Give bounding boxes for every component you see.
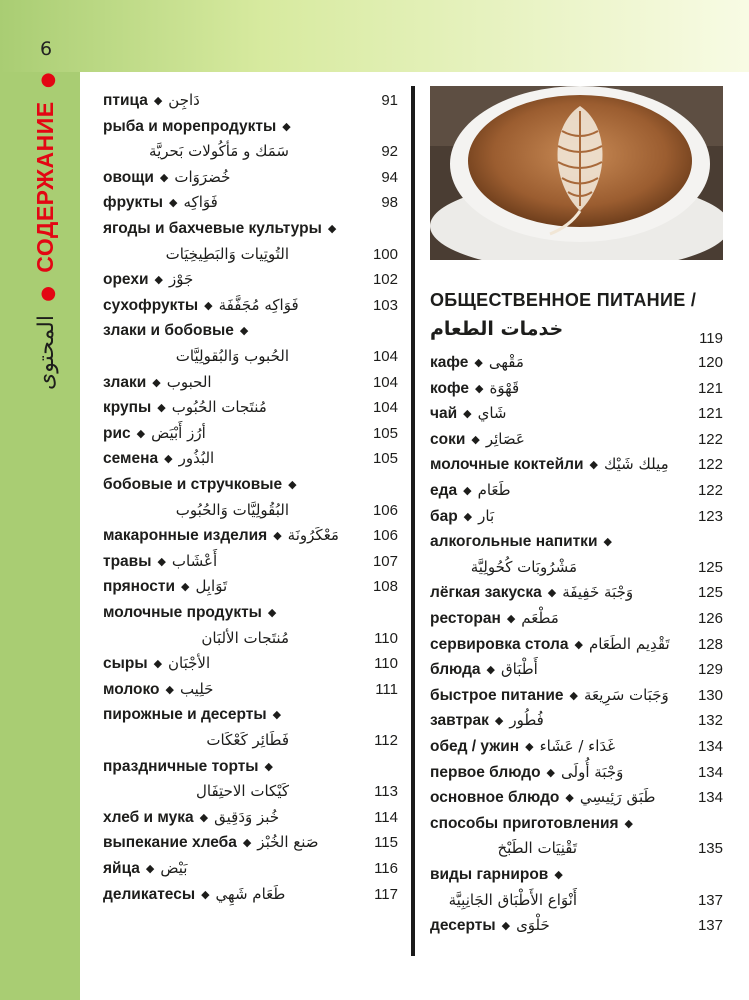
entry-arabic: مَطْعَم [521,609,559,627]
diamond-icon: ◆ [273,529,282,543]
page-number: 6 [40,38,53,60]
entry-russian: макаронные изделия [103,527,268,545]
diamond-icon: ◆ [145,862,155,875]
entry-arabic: فَطَائِر كَعْكَات [206,731,289,749]
entry-arabic: فَوَاكِه مُجَفَّفَة [218,295,299,314]
page-ref: 134 [697,738,723,755]
section-title: ОБЩЕСТВЕННОЕ ПИТАНИЕ / [430,290,697,310]
page-ref: 119 [699,330,723,347]
entry-text [430,452,669,477]
entry-text [430,350,524,375]
entry-russian: сухофрукты [103,296,199,314]
entry-russian: праздничные торты [103,757,259,775]
entry-text [430,401,507,426]
entry-arabic: طَعَام [477,481,511,499]
entry-arabic: سَمَك و مَأكُولات بَحريَّة [149,142,289,161]
contents-title-arabic: المحتوى [34,315,59,390]
top-banner [0,0,749,72]
diamond-icon: ◆ [501,919,511,933]
entry-arabic: مَعْكَرُونَة [287,526,339,545]
page-ref: 105 [372,450,398,468]
toc-entry [0,267,749,292]
entry-russian: сыры [103,655,148,673]
toc-entry [0,757,749,785]
diamond-icon: ◆ [565,791,574,805]
toc-entry [0,452,749,477]
page-ref: 123 [697,507,723,525]
toc-entry [0,350,749,375]
page-ref: 113 [374,783,398,801]
entry-arabic: أَنْوَاع الأَطْبَاق الجَانِبِيَّة [448,890,577,909]
page-ref: 137 [697,917,723,935]
bullet-icon: ● [37,72,58,89]
entry-text [430,657,538,682]
page-ref: 102 [372,271,398,289]
toc-entry [0,862,749,887]
entry-arabic: صَنع الخُبْز [257,833,319,852]
entry-arabic: أَعْشَاب [171,551,218,570]
entry-arabic: بَار [478,506,495,525]
entry-russian: быстрое питание [430,686,564,704]
entry-russian: первое блюдо [430,763,541,781]
entry-arabic: وَجْبَة أُولَى [561,762,624,781]
entry-arabic: فُطُور [509,711,544,730]
toc-entry [0,836,749,861]
page-ref: 106 [372,501,398,519]
page-ref: 116 [374,860,398,877]
entry-arabic: بَيْض [160,859,188,877]
entry-russian: молочные коктейли [430,456,584,474]
page-ref: 135 [697,840,723,858]
diamond-icon: ◆ [272,708,282,722]
diamond-icon: ◆ [201,887,210,901]
entry-text [430,478,511,503]
entry-text [430,632,670,657]
entry-russian: бар [430,507,458,525]
entry-text [430,760,623,785]
entry-arabic: الحبوب [166,372,212,391]
entry-russian: овощи [103,168,154,186]
entry-arabic: دَاجِن [168,91,200,109]
toc-entry [0,478,749,503]
entry-text [430,606,559,631]
diamond-icon: ◆ [157,554,166,568]
entry-arabic: خُضرَوَات [174,167,231,186]
entry-russian: хлеб и мука [103,808,194,826]
entry-text [430,427,525,452]
diamond-icon: ◆ [157,401,166,415]
diamond-icon: ◆ [624,816,633,830]
page-ref: 130 [697,686,723,704]
diamond-icon: ◆ [494,714,504,728]
page-ref: 120 [697,354,723,371]
diamond-icon: ◆ [169,196,178,210]
page-ref: 100 [372,245,398,263]
diamond-icon: ◆ [154,273,163,287]
entry-russian: птица [103,92,148,109]
entry-text [430,708,544,733]
diamond-icon: ◆ [288,478,297,491]
entry-text [430,683,669,708]
entry-arabic: حَلْوَى [516,916,550,935]
entry-russian: злаки и бобовые [103,322,234,340]
diamond-icon: ◆ [603,535,612,549]
page-ref: 128 [697,635,723,653]
page-ref: 103 [372,296,398,314]
entry-arabic: وَجَبَات سَرِيعَة [583,685,669,704]
page-ref: 122 [697,456,723,474]
diamond-icon: ◆ [136,426,146,440]
entry-russian: яйца [103,860,140,877]
toc-entry [0,424,749,452]
entry-arabic: غَدَاء / عَشَاء [539,737,616,755]
page-ref: 108 [372,578,398,596]
entry-russian: травы [103,552,152,570]
page-ref: 104 [372,348,398,365]
diamond-icon: ◆ [569,688,578,702]
diamond-icon: ◆ [574,637,583,651]
diamond-icon: ◆ [475,381,484,395]
entry-arabic: أَطْبَاق [501,660,538,679]
entry-russian: виды гарниров [430,866,549,883]
toc-entry [0,373,749,401]
entry-russian: алкогольные напитки [430,533,598,551]
entry-text [430,862,569,887]
entry-russian: злаки [103,373,147,391]
entry-text [103,216,342,241]
toc-entry [0,504,749,529]
entry-russian: рис [103,424,131,442]
page-ref: 117 [374,885,398,903]
page-ref: 92 [381,143,398,161]
diamond-icon: ◆ [153,94,163,107]
toc-entry [0,401,749,426]
diamond-icon: ◆ [525,740,534,753]
bullet-icon: ● [37,286,58,302]
entry-arabic: شَاي [477,404,507,423]
entry-arabic: مَشْرُوبَات كُحُولِيَّة [470,557,577,576]
entry-russian: основное блюдо [430,789,560,807]
coffee-photo [430,86,723,260]
page-ref: 132 [697,712,723,730]
entry-russian: обед / ужин [430,738,520,755]
entry-russian: фрукты [103,194,164,212]
diamond-icon: ◆ [506,612,516,625]
entry-russian: ресторан [430,610,501,627]
entry-arabic: تَوَابِل [195,577,228,596]
diamond-icon: ◆ [546,765,556,779]
toc-entry [0,529,749,554]
entry-arabic: التُوتِيات وَالبَطِيخِيَات [165,244,289,263]
page-ref: 104 [372,399,398,417]
page-ref: 121 [697,405,723,423]
page-ref: 98 [381,194,398,212]
entry-arabic: طَبَق رَئِيسِي [579,788,656,807]
page-ref: 115 [374,834,398,852]
diamond-icon: ◆ [474,356,483,369]
toc-entry [0,808,749,836]
diamond-icon: ◆ [153,657,163,671]
entry-russian: кафе [430,354,469,371]
entry-russian: еда [430,482,458,499]
toc-entry [0,913,749,938]
diamond-icon: ◆ [471,432,480,446]
entry-text [430,376,519,401]
entry-russian: лёгкая закуска [430,584,542,602]
entry-russian: семена [103,450,159,468]
entry-russian: сервировка стола [430,635,569,653]
diamond-icon: ◆ [152,375,161,389]
diamond-icon: ◆ [463,407,472,421]
entry-arabic: أرُز أَبْيَض [151,423,206,442]
entry-arabic: الأجْبَان [168,654,211,673]
page-ref: 126 [697,610,723,627]
diamond-icon: ◆ [589,458,598,472]
diamond-icon: ◆ [164,452,173,466]
page-ref: 111 [375,680,398,698]
entry-arabic: كَيْكات الاحتِفَال [196,782,289,801]
page-ref: 106 [372,527,398,545]
entry-russian: выпекание хлеба [103,834,237,852]
entry-text [103,293,299,318]
entry-russian: пряности [103,578,176,596]
toc-entry [0,552,749,580]
diamond-icon: ◆ [159,170,169,184]
diamond-icon: ◆ [327,222,337,235]
page-ref: 110 [374,629,398,647]
entry-arabic: فَوَاكِه [183,193,218,212]
page-ref: 122 [697,482,723,499]
entry-russian: соки [430,430,466,448]
section-subtitle-arabic: خدمات الطعام [430,318,564,340]
entry-russian: молоко [103,680,160,698]
entry-arabic: عَصَائِر [485,429,525,448]
page-ref: 112 [374,732,398,749]
entry-text [103,267,193,292]
page-ref: 114 [374,808,398,826]
toc-entry [0,680,749,708]
entry-arabic: مَقْهى [488,353,524,371]
diamond-icon: ◆ [264,759,274,773]
toc-entry [0,632,749,657]
page-ref: 94 [381,168,398,186]
toc-entry [0,734,749,759]
entry-text [430,734,615,759]
entry-russian: чай [430,405,458,423]
entry-russian: пирожные и десерты [103,706,267,724]
diamond-icon: ◆ [181,580,190,594]
page-ref: 129 [697,661,723,679]
entry-russian: деликатесы [103,885,196,903]
diamond-icon: ◆ [547,586,557,600]
section-row [0,326,749,351]
page-ref: 122 [697,430,723,448]
entry-text [430,529,618,554]
entry-arabic: تَقْنِيَات الطَبْخ [497,839,577,858]
entry-arabic: البُقُولِيَّات وَالحُبُوب [175,500,289,519]
diamond-icon: ◆ [165,682,174,696]
entry-russian: способы приготовления [430,814,619,832]
entry-arabic: الحُبوب وَالبُقولِيَّات [175,347,289,365]
toc-entry [0,657,749,682]
toc-entry [0,606,749,631]
entry-text [430,785,655,810]
entry-arabic: حَلِيب [179,679,214,698]
diamond-icon: ◆ [242,836,252,850]
entry-arabic: مُنتَجات الحُبُوب [171,398,267,417]
entry-text [103,88,200,113]
page-ref: 121 [697,379,723,397]
diamond-icon: ◆ [282,119,291,133]
entry-russian: орехи [103,271,149,289]
entry-russian: блюда [430,661,481,679]
diamond-icon: ◆ [199,810,209,824]
toc-entry [0,580,749,605]
entry-text [103,165,230,190]
entry-russian: ягоды и бахчевые культуры [103,220,322,237]
entry-text [430,913,550,938]
entry-russian: кофе [430,379,469,397]
toc-entry [0,708,749,733]
entry-russian: десерты [430,917,496,935]
diamond-icon: ◆ [463,509,473,523]
page-ref: 137 [697,891,723,909]
entry-arabic: طَعَام شَهِي [215,884,286,903]
diamond-icon: ◆ [204,298,213,312]
entry-arabic: جَوْز [168,270,194,289]
diamond-icon: ◆ [554,868,563,881]
entry-text [430,504,494,529]
page-ref: 134 [697,763,723,781]
entry-russian: рыба и морепродукты [103,117,277,135]
diamond-icon: ◆ [486,663,495,677]
diamond-icon: ◆ [463,484,472,497]
entry-text [103,190,218,215]
page-ref: 91 [381,92,398,109]
entry-arabic: مُنتَجات الألبَان [201,628,289,647]
page-ref: 110 [374,655,398,673]
entry-text [430,811,639,836]
entry-russian: молочные продукты [103,604,262,621]
diamond-icon: ◆ [267,606,277,619]
page-ref: 125 [697,584,723,602]
contents-title-russian: СОДЕРЖАНИЕ [32,101,58,273]
page-ref: 104 [372,373,398,391]
toc-entry [0,785,749,810]
page-ref: 125 [697,558,723,576]
page-ref: 107 [372,552,398,570]
entry-russian: бобовые и стручковые [103,476,283,493]
entry-arabic: مِيلك شَيْك [603,455,669,474]
diamond-icon: ◆ [239,324,249,338]
entry-text [103,114,297,139]
toc-entry [0,885,749,913]
page-ref: 134 [697,789,723,807]
page-ref: 105 [372,424,398,442]
entry-russian: завтрак [430,712,489,730]
entry-arabic: البُذُور [178,449,215,468]
entry-arabic: تَقْدِيم الطَعَام [588,634,670,653]
latte-art-image [430,86,723,260]
entry-russian: крупы [103,399,152,417]
entry-text [430,580,633,605]
entry-arabic: قَهْوَة [489,378,520,397]
entry-arabic: وَجْبَة خَفِيفَة [562,583,634,602]
entry-arabic: خُبز وَدَقِيق [214,807,280,826]
